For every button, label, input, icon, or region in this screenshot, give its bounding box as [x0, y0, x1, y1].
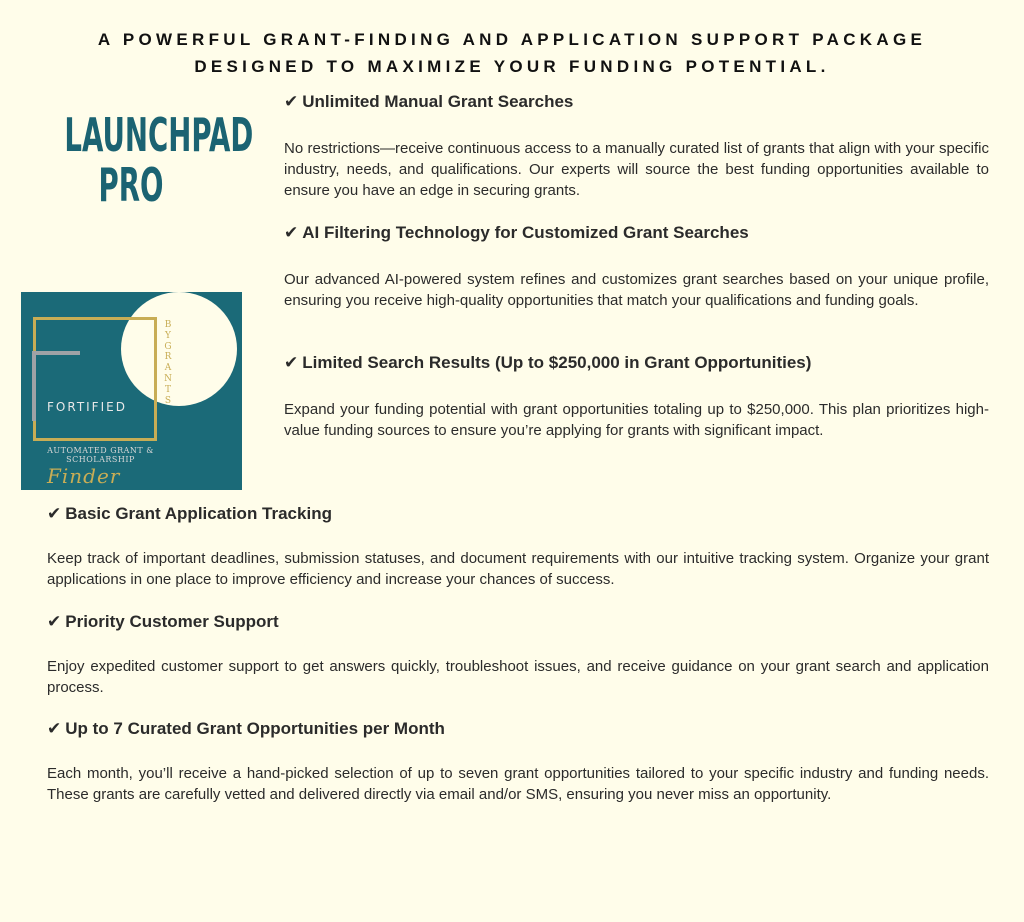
checkmark-icon: ✔ — [47, 612, 62, 631]
logo-tagline-line-1: AUTOMATED GRANT & — [47, 446, 154, 455]
logo-tagline-line-2: SCHOLARSHIP — [66, 455, 135, 464]
checkmark-icon: ✔ — [284, 223, 299, 242]
feature-title: Priority Customer Support — [65, 612, 279, 631]
feature-unlimited-searches — [284, 91, 989, 201]
checkmark-icon: ✔ — [47, 719, 62, 738]
logo-wordmark: FORTIFIED — [47, 400, 127, 414]
feature-description: Each month, you’ll receive a hand-picked selection of up to seven grant opportunities tailored to your specific industry and funding needs. These grants are carefully vetted and delivered directly via email and/or SMS, ensuring you never miss an opportunity. — [47, 765, 989, 803]
feature-title: Unlimited Manual Grant Searches — [302, 92, 574, 111]
feature-title: Limited Search Results (Up to $250,000 in Grant Opportunities) — [302, 353, 812, 372]
checkmark-icon: ✔ — [284, 92, 299, 111]
feature-heading — [284, 352, 989, 374]
checkmark-icon: ✔ — [47, 504, 62, 523]
feature-heading — [47, 503, 989, 525]
logo-tagline — [21, 446, 180, 464]
feature-heading — [47, 611, 989, 633]
fortified-logo — [21, 292, 242, 490]
feature-heading — [284, 222, 989, 244]
feature-description: Our advanced AI-powered system refines and customizes grant searches based on your unique profile, ensuring you receive high-quality opportunities that match your qualifications and funding goals. — [284, 271, 989, 309]
brand-title-line-1: LAUNCHPAD — [64, 108, 254, 162]
feature-limited-results — [284, 352, 989, 441]
feature-ai-filtering — [284, 222, 989, 311]
headline-line-2: DESIGNED TO MAXIMIZE YOUR FUNDING POTENTIAL. — [194, 57, 830, 76]
feature-description: Enjoy expedited customer support to get answers quickly, troubleshoot issues, and receive guidance on your grant search and application process. — [47, 658, 989, 696]
feature-description: Keep track of important deadlines, submission statuses, and document requirements with our intuitive tracking system. Organize your grant applications in one place to improve efficiency and increase your chances of success. — [47, 550, 989, 588]
feature-heading — [284, 91, 989, 113]
page-headline — [40, 26, 984, 80]
logo-f-stem — [32, 351, 36, 421]
logo-script: Finder — [47, 464, 121, 488]
feature-title: AI Filtering Technology for Customized Grant Searches — [302, 223, 749, 242]
brand-title — [64, 108, 254, 212]
checkmark-icon: ✔ — [284, 353, 299, 372]
headline-line-1: A POWERFUL GRANT-FINDING AND APPLICATION SUPPORT PACKAGE — [97, 30, 927, 49]
logo-f-bar — [32, 351, 80, 355]
feature-curated-opportunities — [47, 718, 989, 805]
feature-description: No restrictions—receive continuous access to a manually curated list of grants that align with your specific industry, needs, and qualifications. Our experts will source the best funding opportunities available to ensure you have an edge in securing grants. — [284, 140, 989, 199]
logo-by-grants: BY GRANTS — [164, 320, 172, 406]
feature-description: Expand your funding potential with grant opportunities totaling up to $250,000. This plan prioritizes high-value funding sources to ensure you’re applying for grants with significant impact. — [284, 401, 989, 439]
feature-heading — [47, 718, 989, 740]
feature-title: Up to 7 Curated Grant Opportunities per Month — [65, 719, 445, 738]
logo-gold-frame — [33, 317, 157, 441]
feature-title: Basic Grant Application Tracking — [65, 504, 332, 523]
feature-priority-support — [47, 611, 989, 698]
feature-application-tracking — [47, 503, 989, 590]
brand-title-line-2: PRO — [98, 158, 164, 212]
